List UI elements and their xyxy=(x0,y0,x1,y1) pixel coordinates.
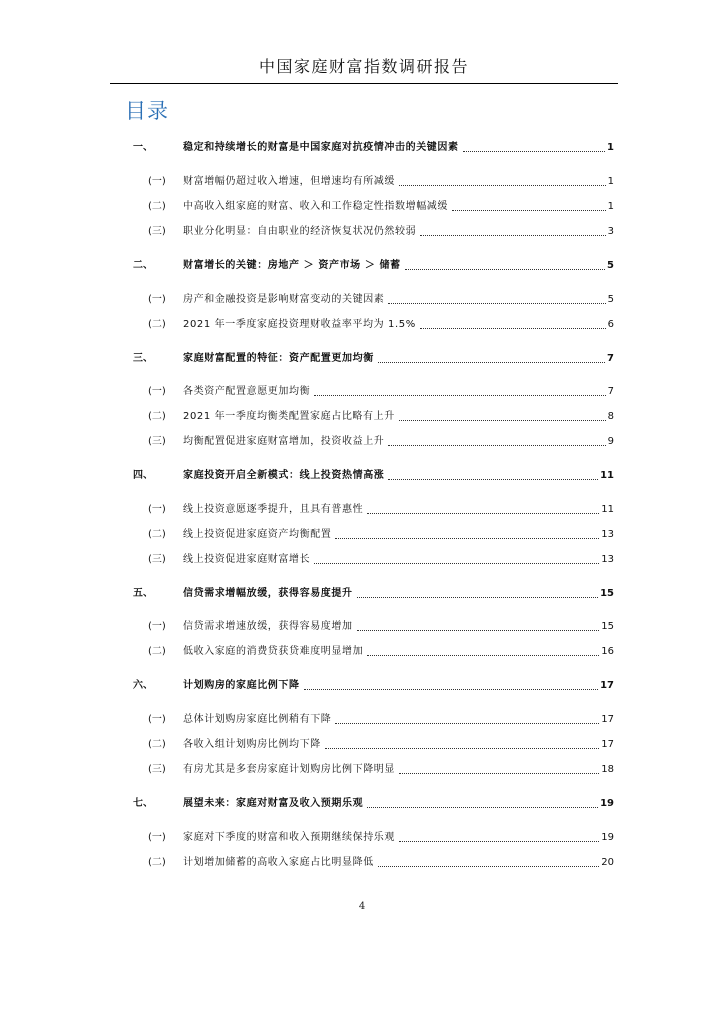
toc-entry-subsection[interactable] xyxy=(133,761,614,777)
toc-entry-text: 信贷需求增幅放缓，获得容易度提升 xyxy=(183,588,353,599)
toc-entry-subsection[interactable] xyxy=(133,854,614,870)
toc-entry-page: 20 xyxy=(601,857,614,868)
toc-entry-text: 2021 年一季度均衡类配置家庭占比略有上升 xyxy=(183,411,395,422)
toc-entry-number: 四、 xyxy=(133,470,153,481)
toc-entry-number: (二) xyxy=(148,319,166,330)
toc-entry-subsection[interactable] xyxy=(133,501,614,517)
leader-dots xyxy=(388,445,605,446)
toc-entry-text: 均衡配置促进家庭财富增加，投资收益上升 xyxy=(183,436,385,447)
toc-entry-text: 计划增加储蓄的高收入家庭占比明显降低 xyxy=(183,857,374,868)
toc-entry-number: (一) xyxy=(148,386,166,397)
toc-entry-subsection[interactable] xyxy=(133,198,614,214)
leader-dots xyxy=(388,303,605,304)
toc-entry-number: 七、 xyxy=(133,798,153,809)
toc-entry-subsection[interactable] xyxy=(133,408,614,424)
toc-entry-subsection[interactable] xyxy=(133,383,614,399)
toc-entry-page: 13 xyxy=(601,529,614,540)
toc-entry-text: 稳定和持续增长的财富是中国家庭对抗疫情冲击的关键因素 xyxy=(183,142,459,153)
toc-entry-number: (一) xyxy=(148,504,166,515)
toc-entry-page: 17 xyxy=(600,680,614,691)
toc-entry-number: (一) xyxy=(148,621,166,632)
toc-entry-number: (三) xyxy=(148,554,166,565)
toc-entry-number: (二) xyxy=(148,857,166,868)
toc-entry-text: 财富增幅仍超过收入增速，但增速均有所减缓 xyxy=(183,176,395,187)
toc-entry-number: (二) xyxy=(148,529,166,540)
leader-dots xyxy=(399,185,606,186)
toc-entry-text: 计划购房的家庭比例下降 xyxy=(183,680,300,691)
toc-entry-number: (三) xyxy=(148,436,166,447)
toc-entry-section-4[interactable] xyxy=(133,467,614,483)
leader-dots xyxy=(463,151,605,152)
leader-dots xyxy=(399,773,599,774)
toc-entry-text: 线上投资意愿逐季提升，且具有普惠性 xyxy=(183,504,364,515)
toc-entry-text: 家庭对下季度的财富和收入预期继续保持乐观 xyxy=(183,832,395,843)
toc-entry-number: (一) xyxy=(148,832,166,843)
leader-dots xyxy=(388,479,598,480)
toc-entry-number: (二) xyxy=(148,411,166,422)
toc-entry-page: 5 xyxy=(607,260,614,271)
toc-entry-page: 1 xyxy=(607,176,614,187)
leader-dots xyxy=(314,563,599,564)
toc-entry-subsection[interactable] xyxy=(133,223,614,239)
toc-entry-text: 线上投资促进家庭财富增长 xyxy=(183,554,311,565)
toc-entry-number: (三) xyxy=(148,764,166,775)
toc-entry-number: (一) xyxy=(148,714,166,725)
toc-entry-number: (一) xyxy=(148,176,166,187)
header-title: 中国家庭财富指数调研报告 xyxy=(258,57,469,76)
toc-entry-number: 一、 xyxy=(133,142,153,153)
toc-entry-subsection[interactable] xyxy=(133,618,614,634)
toc-entry-subsection[interactable] xyxy=(133,173,614,189)
toc-entry-text: 有房尤其是多套房家庭计划购房比例下降明显 xyxy=(183,764,395,775)
toc-entry-text: 职业分化明显：自由职业的经济恢复状况仍然较弱 xyxy=(183,226,417,237)
toc-entry-page: 1 xyxy=(607,201,614,212)
leader-dots xyxy=(367,807,598,808)
page-number: 4 xyxy=(358,901,366,912)
leader-dots xyxy=(399,841,599,842)
leader-dots xyxy=(378,866,599,867)
toc-entry-text: 家庭投资开启全新模式：线上投资热情高涨 xyxy=(183,470,385,481)
toc-entry-page: 18 xyxy=(601,764,614,775)
toc-entry-text: 各收入组计划购房比例均下降 xyxy=(183,739,321,750)
toc-entry-text: 2021 年一季度家庭投资理财收益率平均为 1.5% xyxy=(183,319,416,330)
toc-entry-text: 房产和金融投资是影响财富变动的关键因素 xyxy=(183,294,385,305)
toc-entry-page: 11 xyxy=(600,470,614,481)
leader-dots xyxy=(335,723,599,724)
toc-entry-page: 17 xyxy=(601,739,614,750)
leader-dots xyxy=(357,597,598,598)
toc-entry-number: 五、 xyxy=(133,588,153,599)
toc-entry-page: 1 xyxy=(607,142,614,153)
toc-entry-number: 三、 xyxy=(133,353,153,364)
toc-entry-text: 线上投资促进家庭资产均衡配置 xyxy=(183,529,332,540)
toc-title: 目录 xyxy=(125,99,169,123)
leader-dots xyxy=(405,269,605,270)
toc-entry-page: 16 xyxy=(601,646,614,657)
toc-entry-text: 中高收入组家庭的财富、收入和工作稳定性指数增幅减缓 xyxy=(183,201,448,212)
toc-entry-subsection[interactable] xyxy=(133,829,614,845)
toc-entry-number: (二) xyxy=(148,646,166,657)
toc-entry-text: 低收入家庭的消费贷获贷难度明显增加 xyxy=(183,646,364,657)
leader-dots xyxy=(335,538,599,539)
toc-entry-section-1[interactable] xyxy=(133,139,614,155)
toc-entry-text: 展望未来：家庭对财富及收入预期乐观 xyxy=(183,798,364,809)
leader-dots xyxy=(325,748,599,749)
toc-entry-number: 二、 xyxy=(133,260,153,271)
toc-entry-section-2[interactable] xyxy=(133,257,614,273)
toc-entry-section-5[interactable] xyxy=(133,585,614,601)
leader-dots xyxy=(399,420,606,421)
toc-entry-subsection[interactable] xyxy=(133,551,614,567)
toc-entry-page: 8 xyxy=(607,411,614,422)
toc-entry-number: (二) xyxy=(148,739,166,750)
leader-dots xyxy=(367,513,599,514)
toc-entry-page: 5 xyxy=(607,294,614,305)
toc-entry-section-3[interactable] xyxy=(133,350,614,366)
leader-dots xyxy=(420,235,605,236)
toc-entry-subsection[interactable] xyxy=(133,433,614,449)
toc-entry-number: (二) xyxy=(148,201,166,212)
toc-entry-page: 17 xyxy=(601,714,614,725)
toc-entry-page: 19 xyxy=(601,832,614,843)
leader-dots xyxy=(378,362,605,363)
toc-entry-subsection[interactable] xyxy=(133,736,614,752)
toc-entry-page: 7 xyxy=(607,353,614,364)
toc-entry-number: 六、 xyxy=(133,680,153,691)
toc-entry-page: 3 xyxy=(607,226,614,237)
leader-dots xyxy=(420,328,606,329)
toc-entry-text: 家庭财富配置的特征：资产配置更加均衡 xyxy=(183,353,374,364)
toc-entry-subsection[interactable] xyxy=(133,291,614,307)
toc-entry-page: 9 xyxy=(607,436,614,447)
toc-entry-page: 15 xyxy=(601,621,614,632)
toc-entry-text: 信贷需求增速放缓，获得容易度增加 xyxy=(183,621,353,632)
toc-entry-page: 6 xyxy=(607,319,614,330)
toc-entry-page: 11 xyxy=(601,504,614,515)
toc-entry-number: (三) xyxy=(148,226,166,237)
leader-dots xyxy=(357,630,600,631)
toc-entry-subsection[interactable] xyxy=(133,316,614,332)
toc-entry-text: 各类资产配置意愿更加均衡 xyxy=(183,386,311,397)
toc-entry-page: 15 xyxy=(600,588,614,599)
toc-entry-subsection[interactable] xyxy=(133,526,614,542)
toc-entry-text: 财富增长的关键：房地产 ＞ 资产市场 ＞ 储蓄 xyxy=(183,260,401,271)
leader-dots xyxy=(314,395,605,396)
toc-entry-page: 19 xyxy=(600,798,614,809)
toc-entry-page: 13 xyxy=(601,554,614,565)
toc-entry-number: (一) xyxy=(148,294,166,305)
leader-dots xyxy=(367,655,599,656)
toc-entry-text: 总体计划购房家庭比例稍有下降 xyxy=(183,714,332,725)
toc-entry-subsection[interactable] xyxy=(133,711,614,727)
toc-entry-subsection[interactable] xyxy=(133,643,614,659)
toc-entry-section-6[interactable] xyxy=(133,677,614,693)
toc-entry-page: 7 xyxy=(607,386,614,397)
leader-dots xyxy=(452,210,606,211)
leader-dots xyxy=(304,689,598,690)
toc-entry-section-7[interactable] xyxy=(133,795,614,811)
